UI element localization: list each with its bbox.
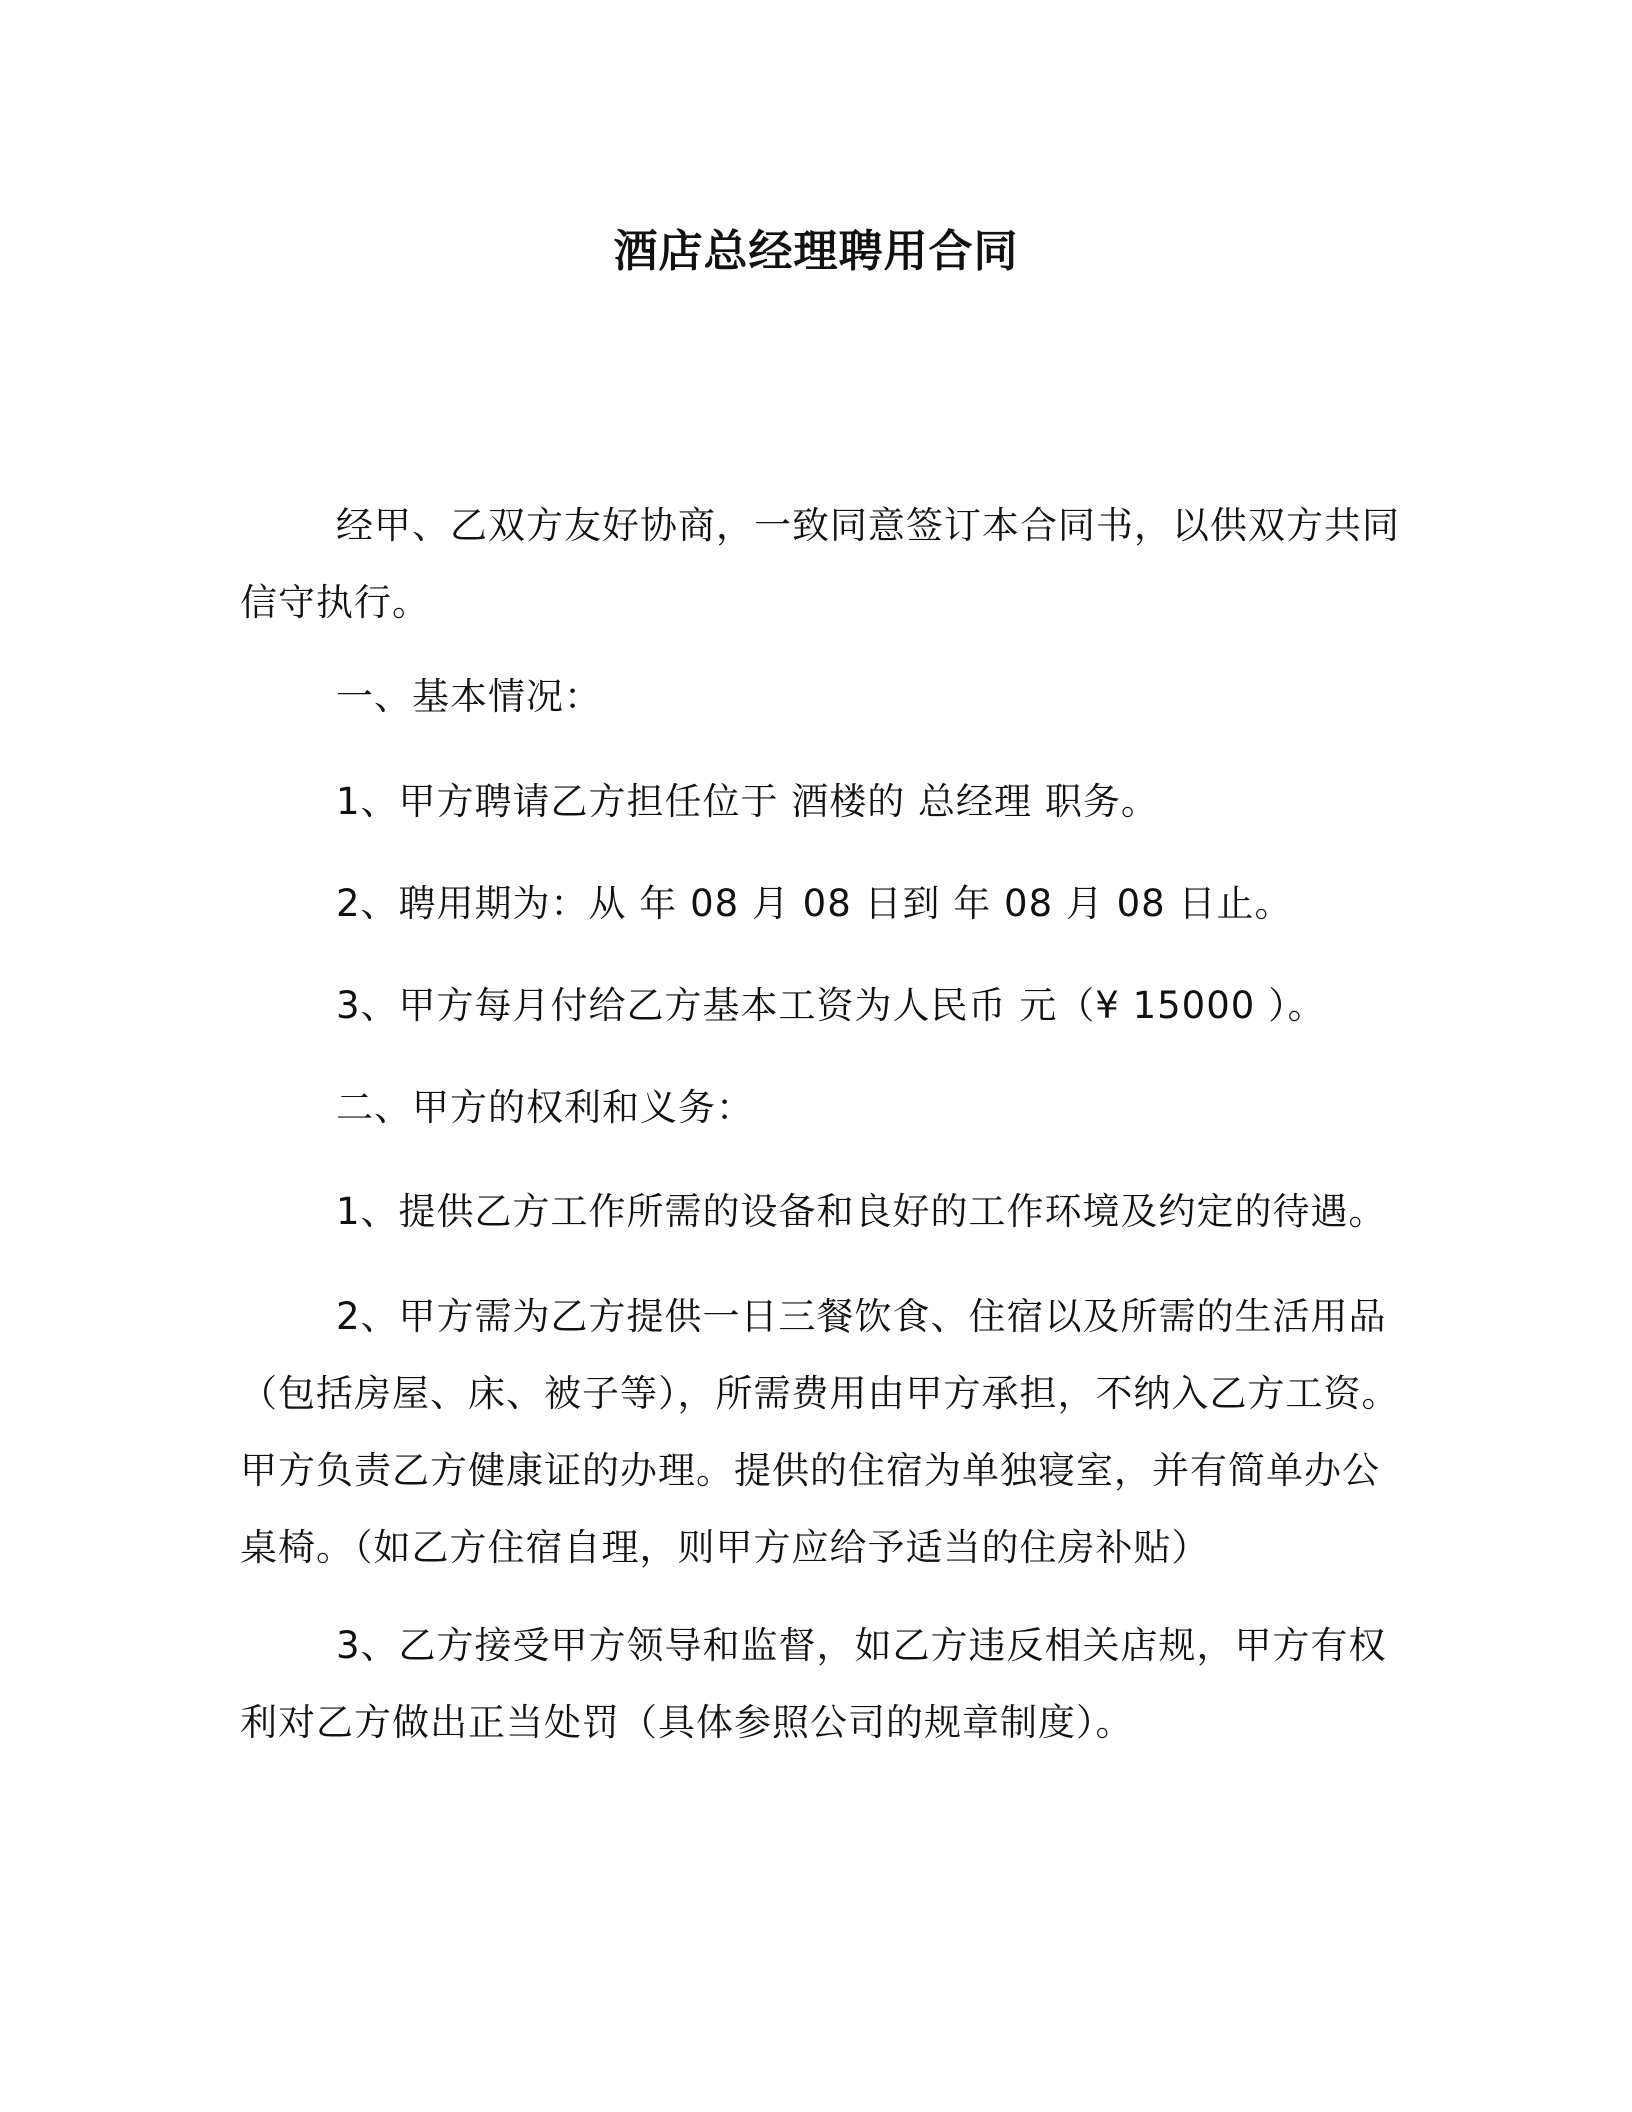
section-1-item-2: 2、聘用期为：从 年 08 月 08 日到 年 08 月 08 日止。 [336,882,1293,925]
section-1-heading: 一、基本情况： [336,675,602,718]
section-2-item-3: 3、乙方接受甲方领导和监督，如乙方违反相关店规，甲方有权利对乙方做出正当处罚（具体参照公司的规章制度）。 [240,1624,1387,1744]
document-title: 酒店总经理聘用合同 [613,226,1019,277]
section-2-heading: 二、甲方的权利和义务： [336,1086,754,1129]
section-1-item-3: 3、甲方每月付给乙方基本工资为人民币 元（¥ 15000 ）。 [336,984,1326,1027]
intro-paragraph: 经甲、乙双方友好协商，一致同意签订本合同书，以供双方共同信守执行。 [240,504,1400,624]
section-1-item-1: 1、甲方聘请乙方担任位于 酒楼的 总经理 职务。 [336,780,1159,823]
section-2-item-2: 2、甲方需为乙方提供一日三餐饮食、住宿以及所需的生活用品（包括房屋、床、被子等），所需费用由甲方承担，不纳入乙方工资。甲方负责乙方健康证的办理。提供的住宿为单独寝室，并有简单办公桌椅。（如乙方住宿自理，则甲方应给予适当的住房补贴） [240,1295,1400,1569]
section-2-item-1: 1、提供乙方工作所需的设备和良好的工作环境及约定的待遇。 [336,1190,1387,1233]
